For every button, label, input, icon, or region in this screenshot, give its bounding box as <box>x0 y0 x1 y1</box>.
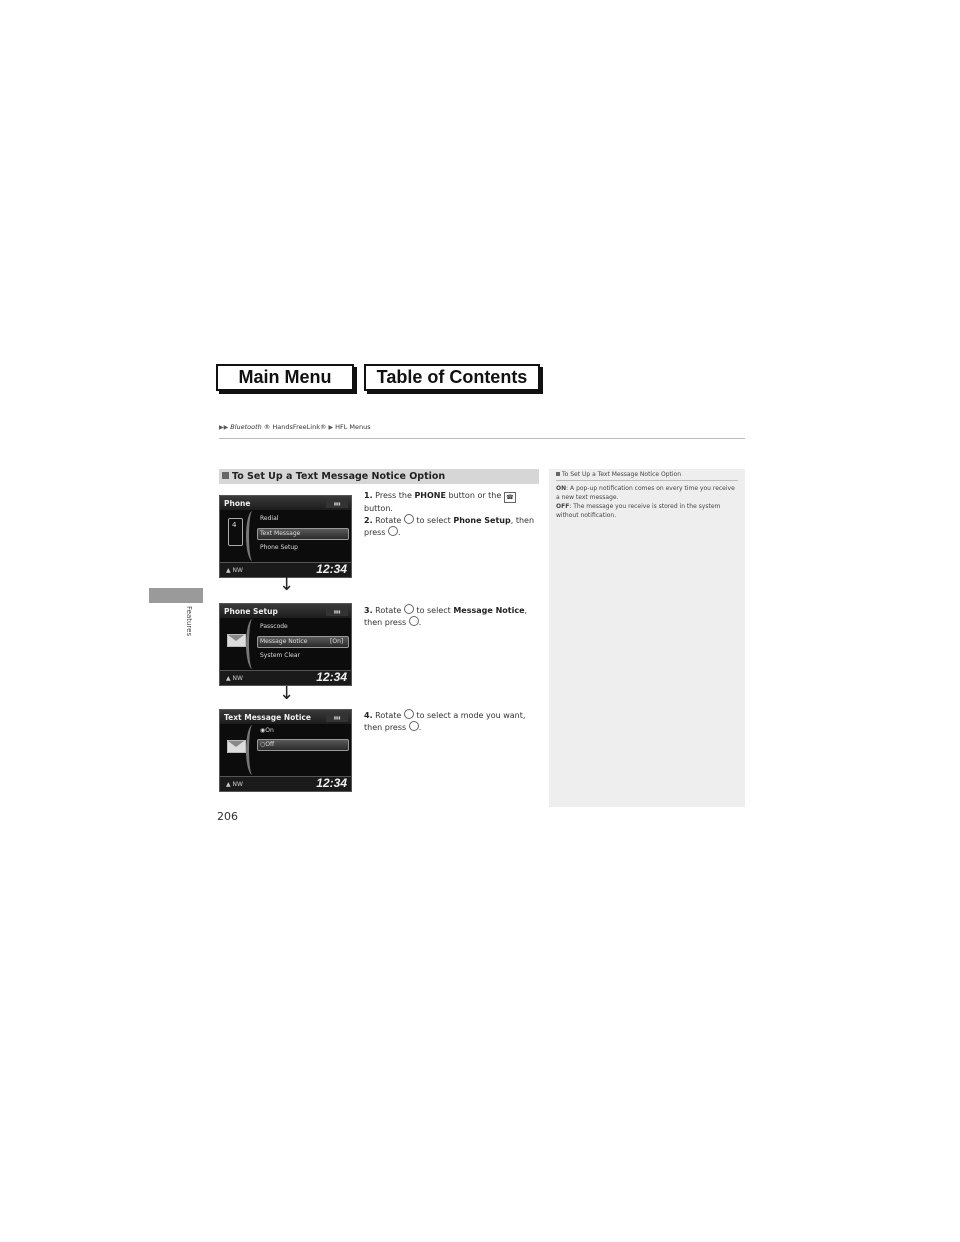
breadcrumb <box>219 423 371 431</box>
selector-knob-icon <box>404 709 414 719</box>
screen-title: Phone <box>224 499 251 508</box>
breadcrumb-bluetooth[interactable]: Bluetooth <box>230 423 262 431</box>
breadcrumb-arrow-icon: ▶ <box>328 423 334 431</box>
menu-item-selected: Text Message <box>260 530 301 537</box>
breadcrumb-hfl-menus[interactable]: HFL Menus <box>335 423 371 431</box>
compass-text: ▲ NW <box>226 781 243 788</box>
menu-item-value: [On] <box>330 638 344 645</box>
phone-button-icon: ☎ <box>504 492 516 503</box>
breadcrumb-arrow-icon: ▶▶ <box>219 423 229 431</box>
section-heading <box>219 469 539 484</box>
screen-text-message-notice <box>219 709 352 792</box>
option-on: ◉On <box>260 727 274 734</box>
compass-text: ▲ NW <box>226 567 243 574</box>
step-1: 1. Press the PHONE button or the ☎ button. <box>364 490 542 514</box>
main-menu-button[interactable]: Main Menu <box>216 364 354 391</box>
note-off: OFF: The message you receive is stored in the system without notification. <box>556 503 721 519</box>
mail-icon <box>227 634 246 647</box>
screen-phone-setup <box>219 603 352 686</box>
clock-text: 12:34 <box>316 562 347 576</box>
step-2: 2. Rotate to select Phone Setup, then press . <box>364 516 535 537</box>
status-badge: ▮▮▮ <box>326 713 348 722</box>
table-of-contents-button[interactable]: Table of Contents <box>364 364 540 391</box>
header-divider <box>219 438 745 439</box>
option-off: ○Off <box>260 741 275 748</box>
chapter-tab <box>149 588 203 603</box>
menu-item: Passcode <box>260 623 288 630</box>
breadcrumb-handsfreelink[interactable]: ® HandsFreeLink® <box>263 423 327 431</box>
down-arrow-icon: ↓ <box>279 683 295 704</box>
note-sidebar <box>549 469 745 807</box>
menu-item: Phone Setup <box>260 544 298 551</box>
note-divider <box>556 480 738 481</box>
chapter-label: Features <box>185 606 193 637</box>
step-4: 4. Rotate to select a mode you want, then press . <box>364 711 526 732</box>
note-on: ON: A pop-up notification comes on every time you receive a new text message. <box>556 485 735 501</box>
down-arrow-icon: ↓ <box>279 574 295 595</box>
step-1-and-2 <box>364 490 542 538</box>
phone-icon: 4 <box>228 518 243 546</box>
selector-knob-icon <box>409 721 419 731</box>
clock-text: 12:34 <box>316 776 347 790</box>
selector-knob-icon <box>404 514 414 524</box>
menu-item: Redial <box>260 515 279 522</box>
menu-item: System Clear <box>260 652 300 659</box>
compass-text: ▲ NW <box>226 675 243 682</box>
section-title: To Set Up a Text Message Notice Option <box>232 471 446 482</box>
step-3: 3. Rotate to select Message Notice, then press . <box>364 606 528 627</box>
screen-title: Phone Setup <box>224 607 278 616</box>
selector-knob-icon <box>409 616 419 626</box>
mail-icon <box>227 740 246 753</box>
page-number: 206 <box>217 810 238 823</box>
status-badge: ▮▮▮ <box>326 499 348 508</box>
screen-title: Text Message Notice <box>224 713 311 722</box>
selector-knob-icon <box>404 604 414 614</box>
note-square-icon <box>556 472 560 476</box>
selector-knob-icon <box>388 526 398 536</box>
section-square-icon <box>222 472 229 479</box>
note-body <box>556 484 738 520</box>
note-heading: To Set Up a Text Message Notice Option <box>556 471 681 478</box>
status-badge: ▮▮▮ <box>326 607 348 616</box>
clock-text: 12:34 <box>316 670 347 684</box>
menu-item-selected: Message Notice <box>260 638 308 645</box>
screen-phone <box>219 495 352 578</box>
